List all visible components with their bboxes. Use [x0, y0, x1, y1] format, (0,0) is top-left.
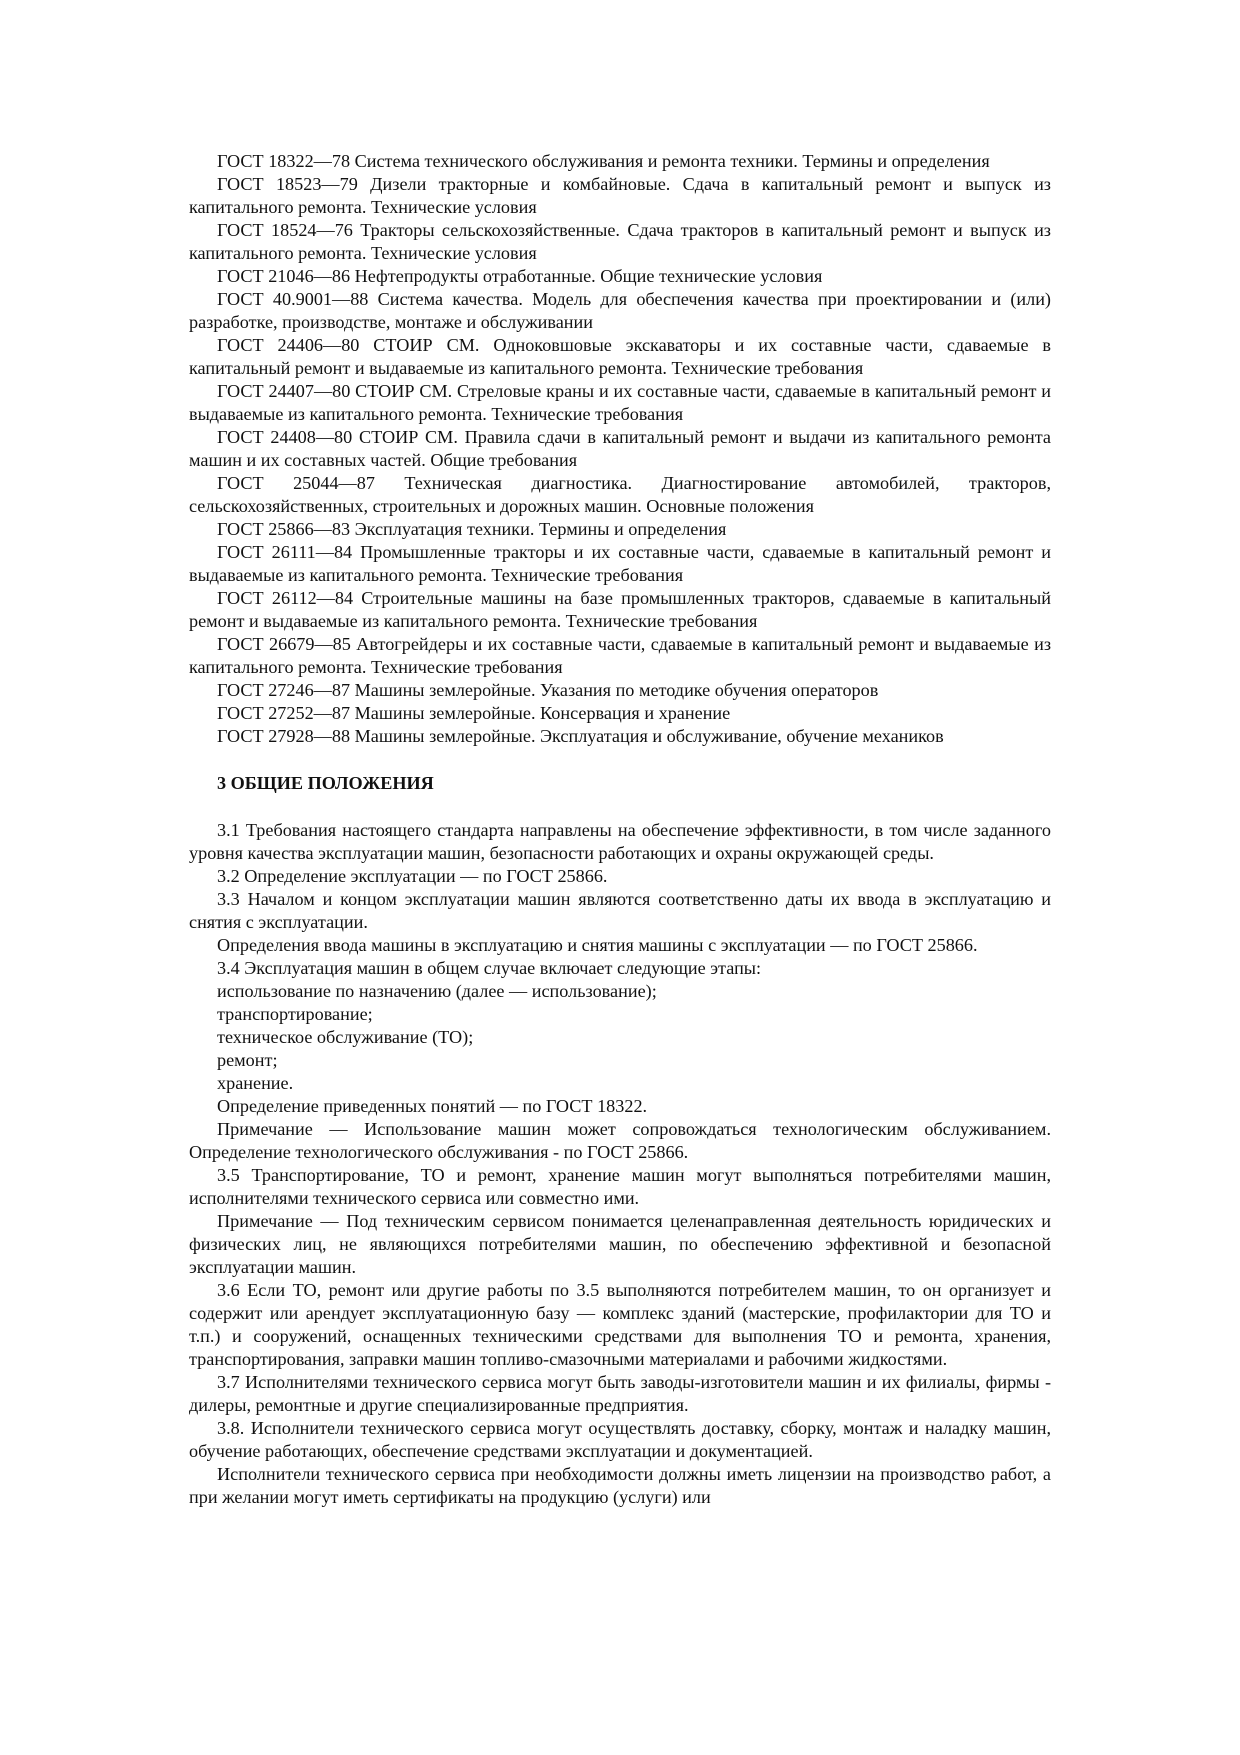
document-page	[189, 150, 1051, 1509]
reference-item: ГОСТ 24407—80 СТОИР СМ. Стреловые краны и их составные части, сдаваемые в капитальный ремонт и выдаваемые из капитального ремонта. Технические требования	[189, 381, 1051, 424]
reference-item: ГОСТ 18322—78 Система технического обслуживания и ремонта техники. Термины и определения	[217, 151, 990, 171]
reference-item: ГОСТ 24406—80 СТОИР СМ. Одноковшовые экскаваторы и их составные части, сдаваемые в капитальный ремонт и выдаваемые из капитального ремонта. Технические требования	[189, 335, 1051, 378]
list-item: использование по назначению (далее — использование);	[217, 981, 657, 1001]
paragraph-3-1: 3.1 Требования настоящего стандарта направлены на обеспечение эффективности, в том числе заданного уровня качества эксплуатации машин, безопасности работающих и охраны окружающей среды.	[189, 820, 1051, 863]
reference-item: ГОСТ 26679—85 Автогрейдеры и их составные части, сдаваемые в капитальный ремонт и выдаваемые из капитального ремонта. Технические требования	[189, 634, 1051, 677]
note-paragraph: Примечание — Использование машин может сопровождаться технологическим обслуживанием. Определение технологического обслуживания - по ГОСТ 25866.	[189, 1119, 1051, 1162]
paragraph-3-7: 3.7 Исполнителями технического сервиса могут быть заводы-изготовители машин и их филиалы, фирмы - дилеры, ремонтные и другие специализированные предприятия.	[189, 1372, 1051, 1415]
reference-item: ГОСТ 27928—88 Машины землеройные. Эксплуатация и обслуживание, обучение механиков	[217, 726, 944, 746]
reference-list	[189, 150, 1051, 748]
reference-item: ГОСТ 27246—87 Машины землеройные. Указания по методике обучения операторов	[217, 680, 879, 700]
paragraph-3-2: 3.2 Определение эксплуатации — по ГОСТ 25866.	[217, 866, 608, 886]
section-heading: 3 ОБЩИЕ ПОЛОЖЕНИЯ	[217, 773, 434, 793]
paragraph-3-3: 3.3 Началом и концом эксплуатации машин являются соответственно даты их ввода в эксплуатацию и снятия с эксплуатации.	[189, 889, 1051, 932]
paragraph-3-8: 3.8. Исполнители технического сервиса могут осуществлять доставку, сборку, монтаж и наладку машин, обучение работающих, обеспечение средствами эксплуатации и документацией.	[189, 1418, 1051, 1461]
section-body	[189, 819, 1051, 1509]
reference-item: ГОСТ 26111—84 Промышленные тракторы и их составные части, сдаваемые в капитальный ремонт и выдаваемые из капитального ремонта. Технические требования	[189, 542, 1051, 585]
reference-item: ГОСТ 27252—87 Машины землеройные. Консервация и хранение	[217, 703, 731, 723]
reference-item: ГОСТ 25044—87 Техническая диагностика. Диагностирование автомобилей, тракторов, сельскохозяйственных, строительных и дорожных машин. Основные положения	[189, 473, 1051, 516]
paragraph-3-4: 3.4 Эксплуатация машин в общем случае включает следующие этапы:	[217, 958, 762, 978]
list-item: транспортирование;	[217, 1004, 373, 1024]
paragraph-definition: Определения ввода машины в эксплуатацию и снятия машины с эксплуатации — по ГОСТ 25866.	[217, 935, 978, 955]
list-item: техническое обслуживание (ТО);	[217, 1027, 474, 1047]
paragraph-3-6: 3.6 Если ТО, ремонт или другие работы по 3.5 выполняются потребителем машин, то он организует и содержит или арендует эксплуатационную базу — комплекс зданий (мастерские, профилактории для ТО и т.п.) и сооружений, оснащенных техническими средствами для выполнения ТО и ремонта, хранения, транспортирования, заправки машин топливо-смазочными материалами и рабочими жидкостями.	[189, 1280, 1051, 1369]
reference-item: ГОСТ 40.9001—88 Система качества. Модель для обеспечения качества при проектировании и (или) разработке, производстве, монтаже и обслуживании	[189, 289, 1051, 332]
list-item: хранение.	[217, 1073, 294, 1093]
reference-item: ГОСТ 25866—83 Эксплуатация техники. Термины и определения	[217, 519, 727, 539]
reference-item: ГОСТ 26112—84 Строительные машины на базе промышленных тракторов, сдаваемые в капитальный ремонт и выдаваемые из капитального ремонта. Технические требования	[189, 588, 1051, 631]
list-item: ремонт;	[217, 1050, 278, 1070]
reference-item: ГОСТ 18524—76 Тракторы сельскохозяйственные. Сдача тракторов в капитальный ремонт и выпуск из капитального ремонта. Технические условия	[189, 220, 1051, 263]
paragraph-licenses: Исполнители технического сервиса при необходимости должны иметь лицензии на производство работ, а при желании могут иметь сертификаты на продукцию (услуги) или	[189, 1464, 1051, 1507]
reference-item: ГОСТ 18523—79 Дизели тракторные и комбайновые. Сдача в капитальный ремонт и выпуск из капитального ремонта. Технические условия	[189, 174, 1051, 217]
paragraph-definition: Определение приведенных понятий — по ГОСТ 18322.	[217, 1096, 648, 1116]
reference-item: ГОСТ 24408—80 СТОИР СМ. Правила сдачи в капитальный ремонт и выдачи из капитального ремонта машин и их составных частей. Общие требования	[189, 427, 1051, 470]
paragraph-3-5: 3.5 Транспортирование, ТО и ремонт, хранение машин могут выполняться потребителями машин, исполнителями технического сервиса или совместно ими.	[189, 1165, 1051, 1208]
note-paragraph: Примечание — Под техническим сервисом понимается целенаправленная деятельность юридических и физических лиц, не являющихся потребителями машин, по обеспечению эффективной и безопасной эксплуатации машин.	[189, 1211, 1051, 1277]
reference-item: ГОСТ 21046—86 Нефтепродукты отработанные. Общие технические условия	[217, 266, 823, 286]
